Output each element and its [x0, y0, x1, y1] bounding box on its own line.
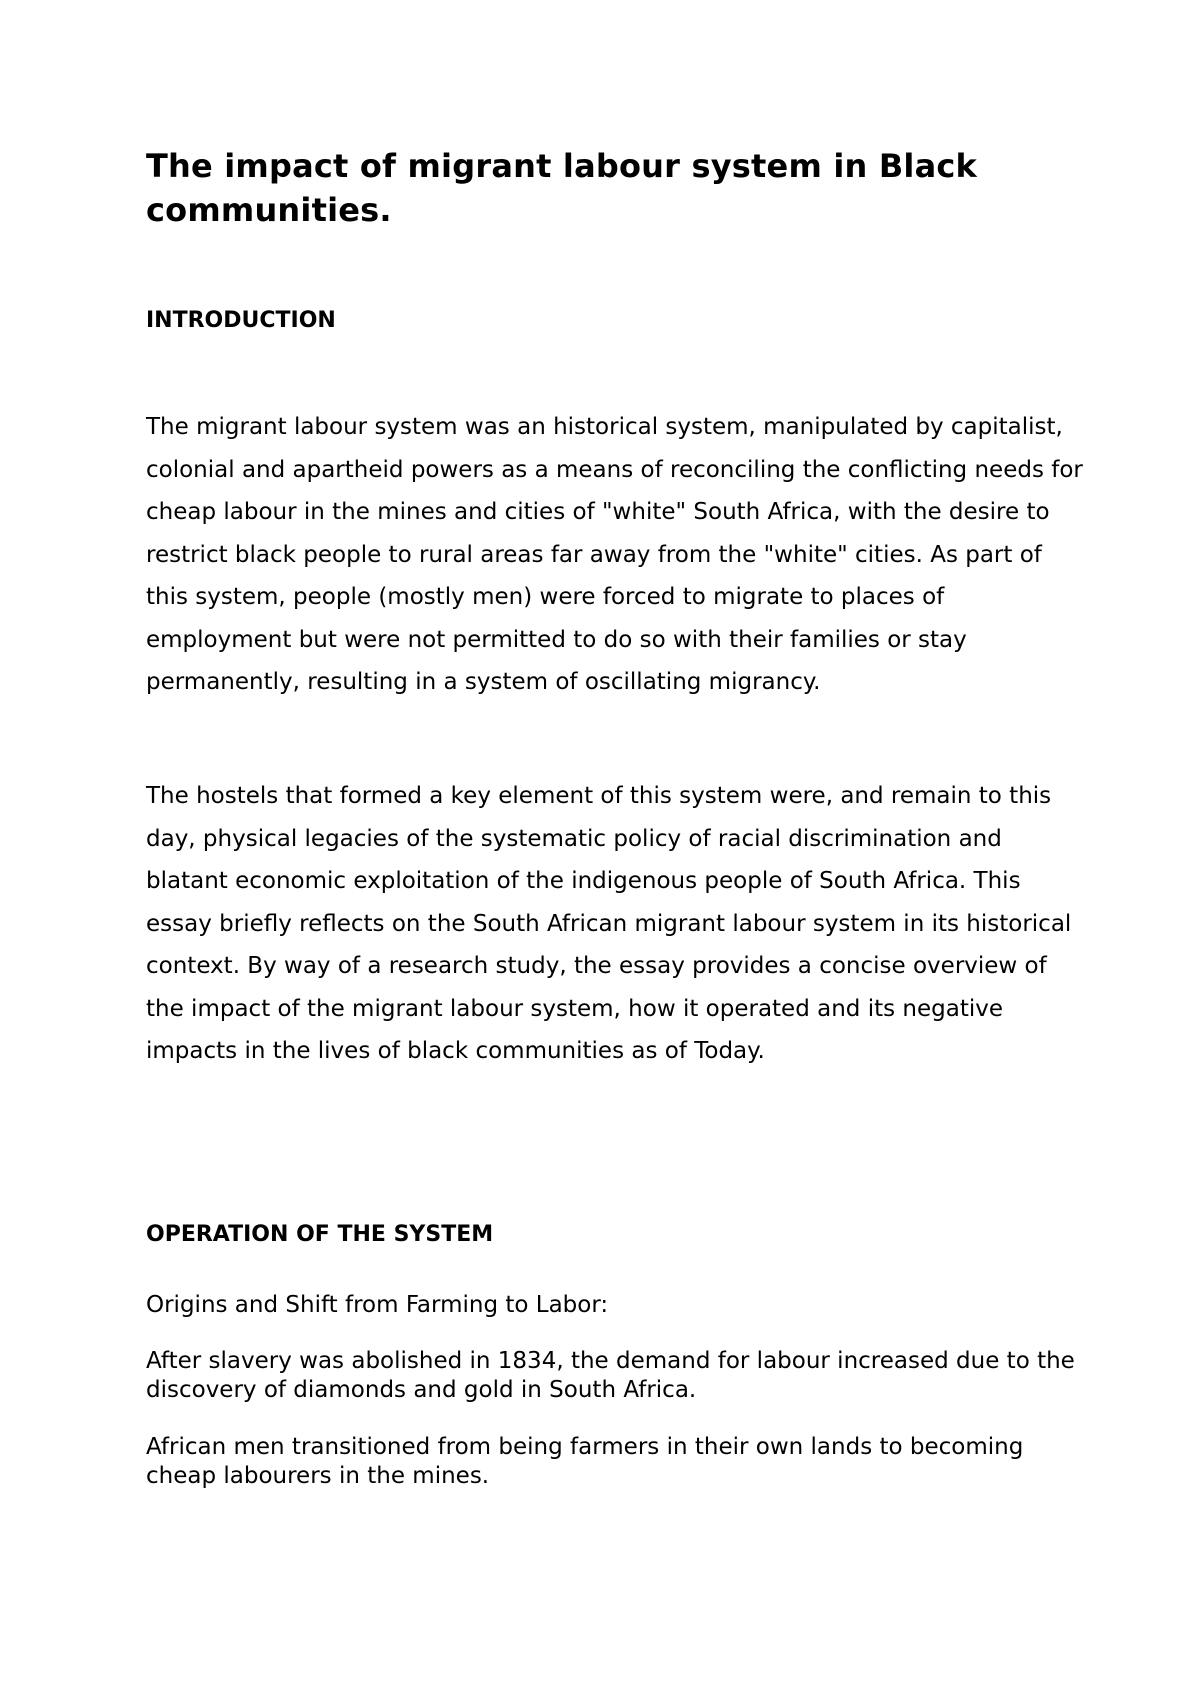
operation-subheading: Origins and Shift from Farming to Labor: [146, 1292, 609, 1318]
document-title: The impact of migrant labour system in Black communities. [146, 147, 978, 229]
operation-paragraph-1: After slavery was abolished in 1834, the demand for labour increased due to the discovery of diamonds and gold in South Africa. [146, 1348, 1075, 1403]
introduction-paragraph-1: The migrant labour system was an historical system, manipulated by capitalist, colonial and apartheid powers as a means of reconciling the conflicting needs for cheap labour in the mines and cities of "white" South Africa, with the desire to restrict black people to rural areas far away from the "white" cities. As part of this system, people (mostly men) were forced to migrate to places of employment but were not permitted to do so with their families or stay permanently, resulting in a system of oscillating migrancy. [146, 414, 1083, 695]
introduction-paragraph-2: The hostels that formed a key element of this system were, and remain to this day, physical legacies of the systematic policy of racial discrimination and blatant economic exploitation of the indigenous people of South Africa. This essay briefly reflects on the South African migrant labour system in its historical context. By way of a research study, the essay provides a concise overview of the impact of the migrant labour system, how it operated and its negative impacts in the lives of black communities as of Today. [146, 783, 1072, 1064]
operation-paragraph-2: African men transitioned from being farmers in their own lands to becoming cheap labourers in the mines. [146, 1434, 1024, 1489]
section-heading-operation: OPERATION OF THE SYSTEM [146, 1222, 494, 1247]
section-heading-introduction: INTRODUCTION [146, 308, 336, 333]
